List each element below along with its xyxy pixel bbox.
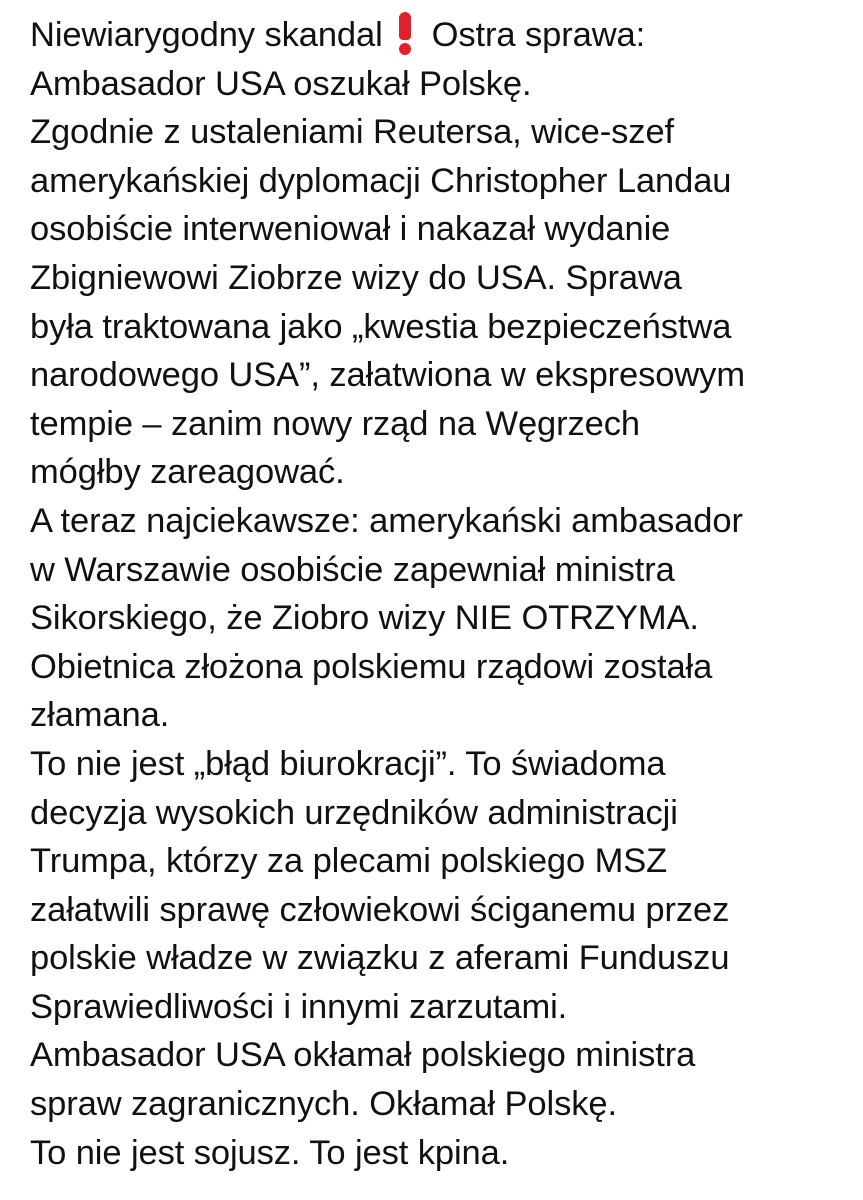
post-line: tempie – zanim nowy rząd na Węgrzech — [30, 404, 641, 443]
post-line: mógłby zareagować. — [30, 453, 345, 492]
post-line: osobiście interweniował i nakazał wydanie — [30, 210, 671, 249]
post-line-1 — [30, 11, 855, 60]
post-line-1-end: Ostra sprawa: — [431, 16, 646, 54]
post-line: Ambasador USA okłamał polskiego ministra — [30, 1036, 696, 1075]
post-line: złamana. — [30, 696, 170, 735]
post-line: Ambasador USA oszukał Polskę. — [30, 64, 532, 103]
post-line: Sikorskiego, że Ziobro wizy NIE OTRZYMA. — [30, 599, 699, 638]
post-line: amerykańskiej dyplomacji Christopher Landau — [30, 161, 732, 200]
post-line: Zbigniewowi Ziobrze wizy do USA. Sprawa — [30, 258, 682, 297]
post-line: A teraz najciekawsze: amerykański ambasador — [30, 501, 743, 540]
red-exclamation-mark-icon — [398, 12, 412, 52]
post-line: narodowego USA”, załatwiona w ekspresowym — [30, 356, 745, 395]
post-line: załatwili sprawę człowiekowi ściganemu przez — [30, 890, 730, 929]
post-line: w Warszawie osobiście zapewniał ministra — [30, 550, 675, 589]
post-line: polskie władze w związku z aferami Funduszu — [30, 939, 730, 978]
post-line: decyzja wysokich urzędników administracji — [30, 793, 678, 832]
post-line: Sprawiedliwości i innymi zarzutami. — [30, 987, 568, 1026]
post-line: To nie jest sojusz. To jest kpina. — [30, 1133, 510, 1172]
post-line-1-start: Niewiarygodny skandal — [30, 16, 383, 54]
post-line: była traktowana jako „kwestia bezpieczeństwa — [30, 307, 732, 346]
post-line: Zgodnie z ustaleniami Reutersa, wice-szef — [30, 113, 675, 152]
post-line: spraw zagranicznych. Okłamał Polskę. — [30, 1085, 617, 1124]
post-line: Obietnica złożona polskiemu rządowi została — [30, 647, 713, 686]
post-text — [30, 11, 855, 1177]
post-line: To nie jest „błąd biurokracji”. To świadoma — [30, 744, 666, 783]
post-line: Trumpa, którzy za plecami polskiego MSZ — [30, 842, 668, 881]
